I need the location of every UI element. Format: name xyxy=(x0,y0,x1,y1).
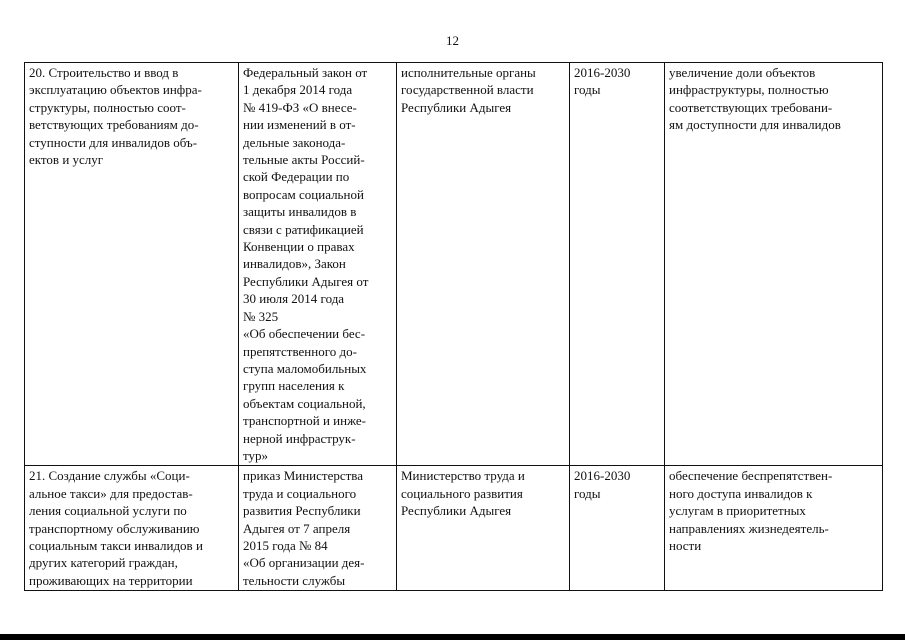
legal-basis-line: транспортной и инже- xyxy=(243,413,366,429)
legal-basis-line: тур» xyxy=(243,447,269,463)
legal-basis-line: нерной инфраструк- xyxy=(243,430,356,446)
measure-line: ветствующих требованиям до- xyxy=(29,117,199,133)
result-cell xyxy=(665,466,883,591)
legal-basis-line: № 419-ФЗ «О внесе- xyxy=(243,99,357,115)
executor-cell xyxy=(397,466,570,591)
measure-line: ектов и услуг xyxy=(29,152,104,168)
measure-cell xyxy=(25,466,239,591)
legal-basis-line: Адыгея от 7 апреля xyxy=(243,520,351,536)
legal-basis-line: Республики Адыгея от xyxy=(243,273,369,289)
legal-basis-line: № 325 xyxy=(243,308,279,324)
measure-line: структуры, полностью соот- xyxy=(29,99,186,115)
legal-basis-line: ской Федерации по xyxy=(243,169,350,185)
legal-basis-line: вопросам социальной xyxy=(243,186,364,202)
legal-basis-cell xyxy=(239,63,397,466)
result-line: ям доступности для инвалидов xyxy=(669,117,841,133)
legal-basis-line: 2015 года № 84 xyxy=(243,537,328,553)
result-line: ного доступа инвалидов к xyxy=(669,485,813,501)
legal-basis-line: 30 июля 2014 года xyxy=(243,291,345,307)
measure-line: других категорий граждан, xyxy=(29,555,178,571)
legal-basis-line: развития Республики xyxy=(243,503,361,519)
executor-cell xyxy=(397,63,570,466)
result-line: увеличение доли объектов xyxy=(669,65,816,80)
legal-basis-line: 1 декабря 2014 года xyxy=(243,82,353,98)
legal-basis-line: тельности службы xyxy=(243,572,346,588)
legal-basis-line: Федеральный закон от xyxy=(243,65,368,80)
executor-line: социального развития xyxy=(401,485,523,501)
table-row xyxy=(25,466,883,591)
period-cell xyxy=(570,63,665,466)
result-line: услугам в приоритетных xyxy=(669,503,806,519)
measure-line: 20. Строительство и ввод в xyxy=(29,65,179,80)
legal-basis-line: труда и социального xyxy=(243,485,357,501)
page-number: 12 xyxy=(446,33,459,48)
measure-line: транспортному обслуживанию xyxy=(29,520,200,536)
legal-basis-line: объектам социальной, xyxy=(243,395,366,411)
table-row xyxy=(25,63,883,466)
legal-basis-line: «Об обеспечении бес- xyxy=(243,326,366,342)
period-line: годы xyxy=(574,485,601,501)
legal-basis-line: ступа маломобильных xyxy=(243,360,367,376)
result-line: направлениях жизнедеятель- xyxy=(669,520,829,536)
result-line: соответствующих требовани- xyxy=(669,99,833,115)
executor-line: исполнительные органы xyxy=(401,65,536,80)
legal-basis-line: приказ Министерства xyxy=(243,468,364,484)
result-line: обеспечение беспрепятствен- xyxy=(669,468,833,484)
period-cell xyxy=(570,466,665,591)
executor-line: Министерство труда и xyxy=(401,468,525,484)
measure-line: проживающих на территории xyxy=(29,572,193,588)
legal-basis-line: «Об организации дея- xyxy=(243,555,365,571)
measure-cell xyxy=(25,63,239,466)
measure-line: эксплуатацию объектов инфра- xyxy=(29,82,202,98)
legal-basis-line: дельные законода- xyxy=(243,134,346,150)
result-cell xyxy=(665,63,883,466)
measure-line: социальным такси инвалидов и xyxy=(29,537,203,553)
result-line: инфраструктуры, полностью xyxy=(669,82,829,98)
period-line: 2016-2030 xyxy=(574,468,631,484)
legal-basis-line: нии изменений в от- xyxy=(243,117,356,133)
executor-line: государственной власти xyxy=(401,82,534,98)
legal-basis-cell xyxy=(239,466,397,591)
period-line: 2016-2030 xyxy=(574,65,631,80)
measure-line: альное такси» для предостав- xyxy=(29,485,193,501)
scan-bottom-edge xyxy=(0,634,905,640)
result-line: ности xyxy=(669,537,702,553)
measure-line: 21. Создание службы «Соци- xyxy=(29,468,190,484)
measure-line: ступности для инвалидов объ- xyxy=(29,134,198,150)
executor-line: Республики Адыгея xyxy=(401,503,512,519)
period-line: годы xyxy=(574,82,601,98)
measures-table xyxy=(24,62,883,591)
legal-basis-line: связи с ратификацией xyxy=(243,221,364,237)
legal-basis-line: препятственного до- xyxy=(243,343,357,359)
legal-basis-line: Конвенции о правах xyxy=(243,239,355,255)
executor-line: Республики Адыгея xyxy=(401,99,512,115)
legal-basis-line: защиты инвалидов в xyxy=(243,204,357,220)
legal-basis-line: тельные акты Россий- xyxy=(243,152,365,168)
legal-basis-line: групп населения к xyxy=(243,378,345,394)
legal-basis-line: инвалидов», Закон xyxy=(243,256,346,272)
measure-line: ления социальной услуги по xyxy=(29,503,187,519)
